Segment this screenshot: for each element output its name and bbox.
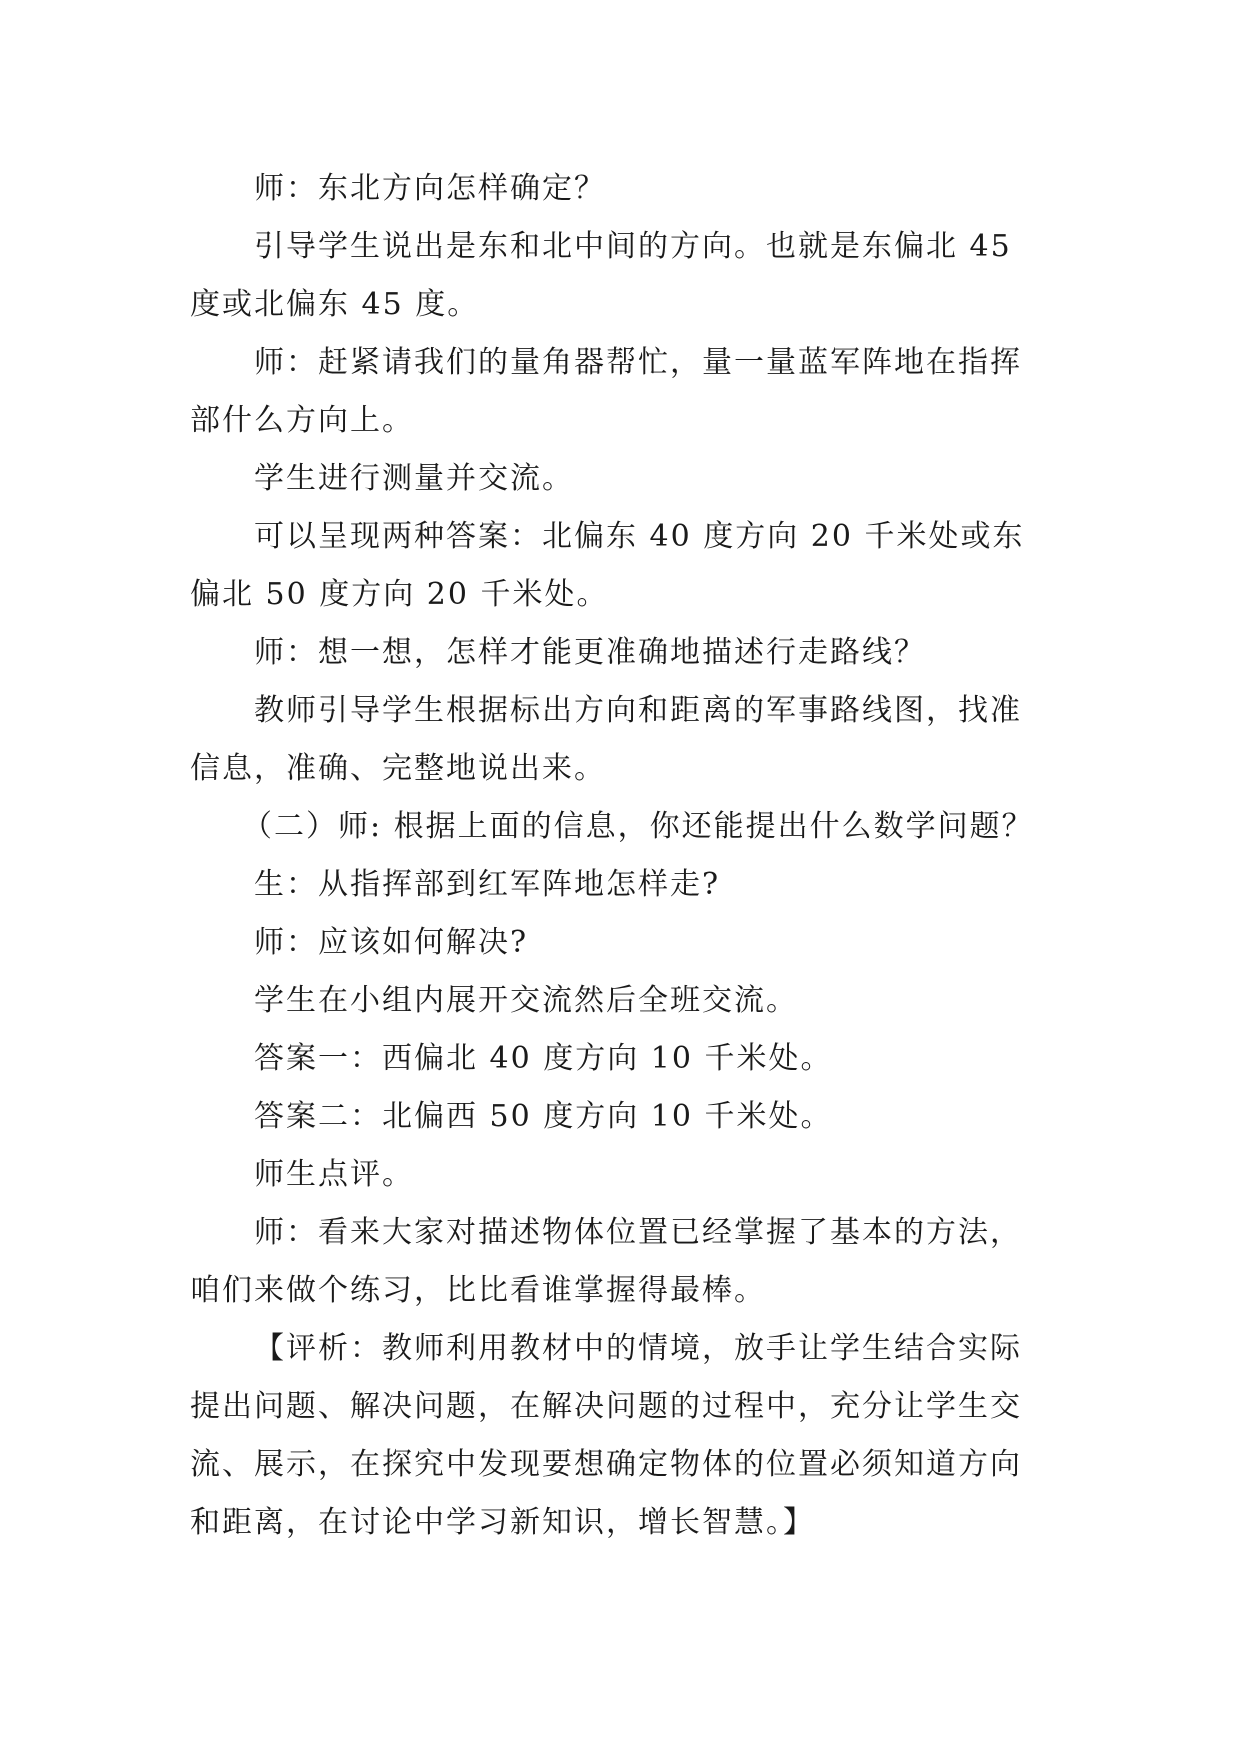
- paragraph-section-two-question: （二）师: 根据上面的信息，你还能提出什么数学问题？: [242, 809, 1034, 844]
- paragraph-review: 师生点评。: [254, 1157, 414, 1192]
- paragraph-group-discussion: 学生在小组内展开交流然后全班交流。: [254, 983, 798, 1018]
- paragraph-guide-northeast-answer: 引导学生说出是东和北中间的方向。也就是东偏北 45 度或北偏东 45 度。: [190, 229, 1012, 322]
- paragraph-two-answers: 可以呈现两种答案：北偏东 40 度方向 20 千米处或东偏北 50 度方向 20 千米处。: [190, 519, 1025, 612]
- paragraph-answer-two: 答案二：北偏西 50 度方向 10 千米处。: [254, 1099, 833, 1134]
- paragraph-teacher-question-northeast: 师：东北方向怎样确定？: [254, 171, 606, 206]
- paragraph-teacher-route-question: 师：想一想，怎样才能更准确地描述行走路线？: [254, 635, 926, 670]
- paragraph-teacher-guide-route: 教师引导学生根据标出方向和距离的军事路线图，找准信息，准确、完整地说出来。: [190, 693, 1022, 786]
- paragraph-teacher-how-solve: 师：应该如何解决?: [254, 925, 529, 960]
- paragraph-answer-one: 答案一：西偏北 40 度方向 10 千米处。: [254, 1041, 833, 1076]
- document-body: [190, 160, 1050, 1552]
- paragraph-teacher-practice: 师：看来大家对描述物体位置已经掌握了基本的方法，咱们来做个练习，比比看谁掌握得最棒。: [190, 1215, 1022, 1308]
- paragraph-commentary: 【评析：教师利用教材中的情境，放手让学生结合实际提出问题、解决问题，在解决问题的过程中，充分让学生交流、展示，在探究中发现要想确定物体的位置必须知道方向和距离，在讨论中学习新知识，增长智慧。】: [190, 1331, 1022, 1540]
- paragraph-student-question: 生：从指挥部到红军阵地怎样走?: [254, 867, 721, 902]
- paragraph-students-measure: 学生进行测量并交流。: [254, 461, 574, 496]
- paragraph-teacher-protractor: 师：赶紧请我们的量角器帮忙，量一量蓝军阵地在指挥部什么方向上。: [190, 345, 1022, 438]
